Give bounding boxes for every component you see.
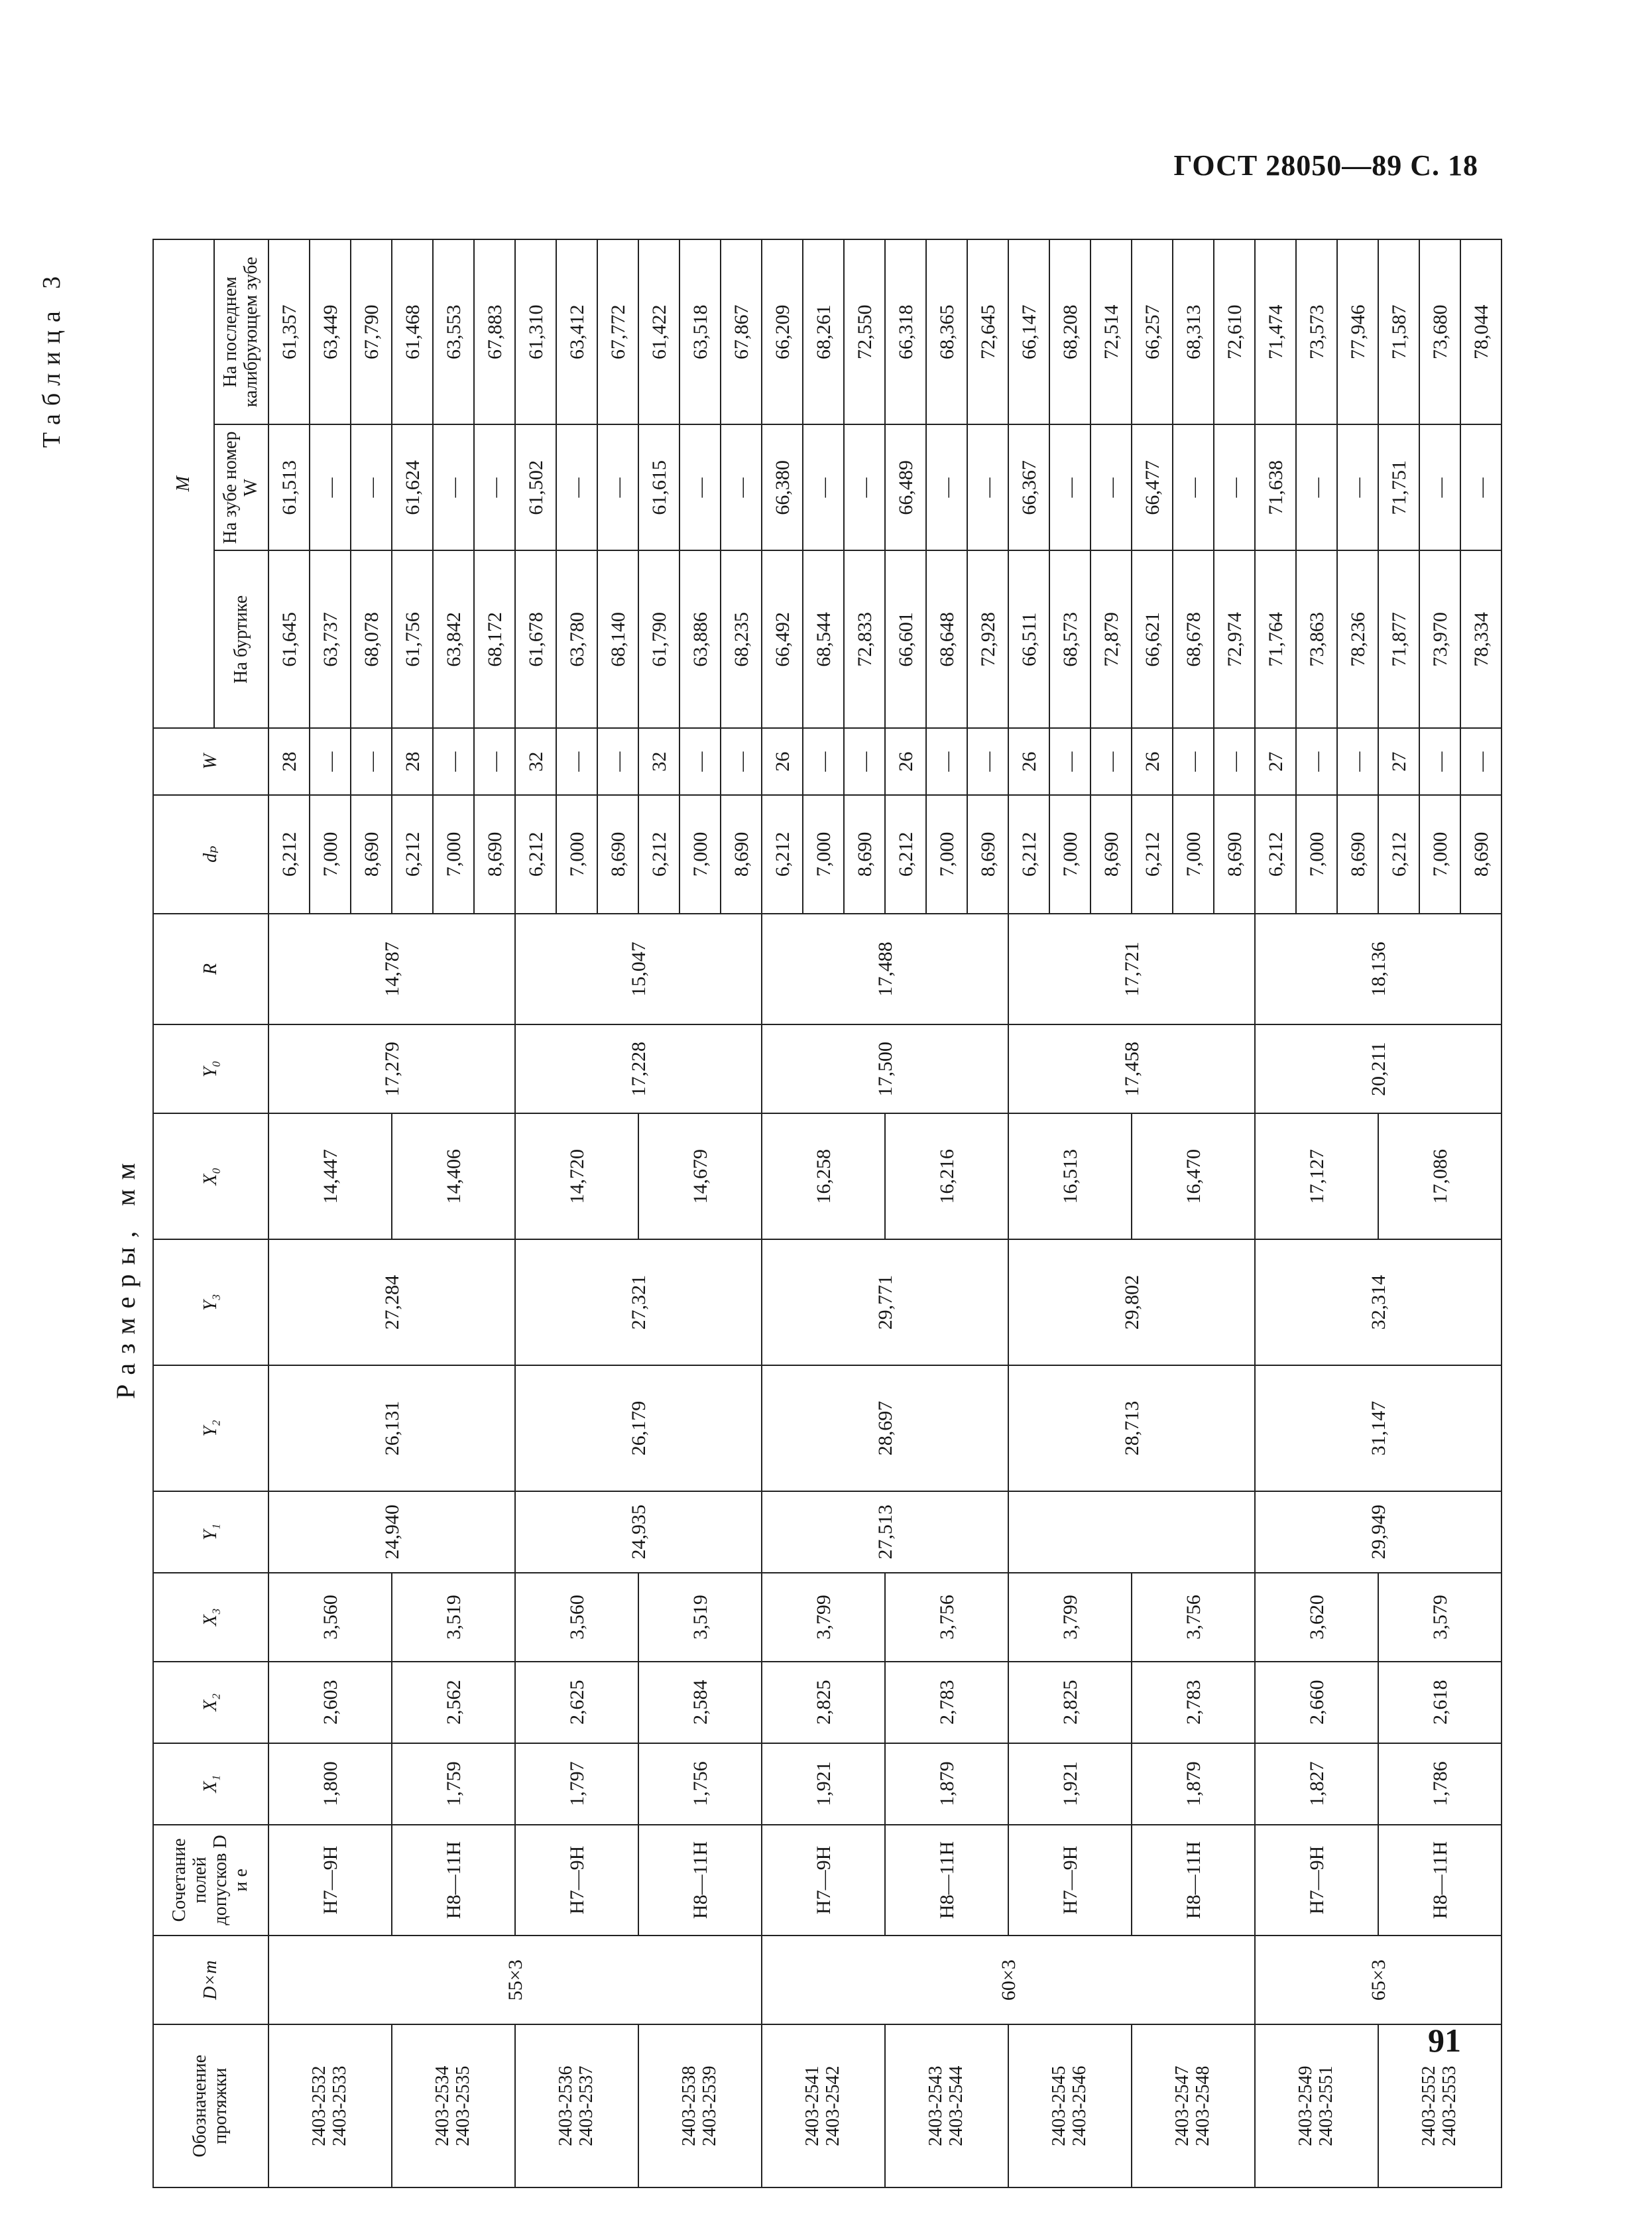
cell-designation: 2403-2536 2403-2537	[515, 2024, 638, 2187]
cell-m-last-tooth: 72,550	[844, 239, 885, 424]
table-label: Таблица 3	[38, 268, 66, 448]
cell-y0: 17,279	[268, 1024, 515, 1113]
cell-x0: 14,720	[515, 1113, 638, 1239]
cell-m-last-tooth: 67,790	[351, 239, 392, 424]
cell-designation: 2403-2538 2403-2539	[638, 2024, 762, 2187]
cell-x2: 2,660	[1255, 1662, 1378, 1743]
cell-w: —	[721, 728, 762, 795]
cell-x1: 1,786	[1378, 1743, 1502, 1825]
cell-m-tooth-w: —	[679, 424, 721, 550]
cell-m-last-tooth: 61,310	[515, 239, 556, 424]
cell-dp: 8,690	[844, 795, 885, 914]
cell-m-collar: 68,078	[351, 550, 392, 728]
cell-tolerance: H7—9H	[762, 1825, 885, 1936]
table-row	[515, 239, 556, 2187]
cell-y2: 28,713	[1008, 1365, 1255, 1491]
cell-x1: 1,921	[1008, 1743, 1132, 1825]
cell-x3: 3,799	[762, 1573, 885, 1662]
cell-m-last-tooth: 77,946	[1337, 239, 1378, 424]
table-row	[638, 239, 679, 2187]
cell-w: —	[967, 728, 1008, 795]
cell-m-last-tooth: 61,357	[268, 239, 310, 424]
cell-w: —	[1049, 728, 1091, 795]
cell-m-collar: 72,833	[844, 550, 885, 728]
cell-w: —	[474, 728, 515, 795]
col-y3: Y₃	[153, 1239, 268, 1365]
cell-w: —	[597, 728, 638, 795]
cell-m-tooth-w: —	[556, 424, 597, 550]
cell-x1: 1,759	[392, 1743, 515, 1825]
cell-x1: 1,797	[515, 1743, 638, 1825]
cell-m-collar: 61,790	[638, 550, 679, 728]
table-row	[762, 239, 803, 2187]
cell-y3: 29,802	[1008, 1239, 1255, 1365]
cell-x3: 3,579	[1378, 1573, 1502, 1662]
cell-w: —	[844, 728, 885, 795]
cell-dp: 7,000	[310, 795, 351, 914]
cell-y2: 26,131	[268, 1365, 515, 1491]
cell-x3: 3,756	[1132, 1573, 1255, 1662]
cell-dp: 6,212	[268, 795, 310, 914]
cell-m-tooth-w: —	[474, 424, 515, 550]
cell-x3: 3,799	[1008, 1573, 1132, 1662]
col-m-tooth-w: На зубе номер W	[214, 424, 268, 550]
cell-x3: 3,519	[638, 1573, 762, 1662]
col-dp: dₚ	[153, 795, 268, 914]
cell-dp: 7,000	[556, 795, 597, 914]
cell-m-tooth-w: —	[803, 424, 844, 550]
cell-w: 26	[885, 728, 926, 795]
cell-dp: 7,000	[1296, 795, 1337, 914]
cell-m-last-tooth: 66,147	[1008, 239, 1049, 424]
cell-w: —	[926, 728, 967, 795]
cell-m-last-tooth: 71,587	[1378, 239, 1419, 424]
cell-y2: 26,179	[515, 1365, 762, 1491]
cell-m-collar: 63,886	[679, 550, 721, 728]
cell-dp: 7,000	[926, 795, 967, 914]
cell-y1	[1008, 1491, 1255, 1573]
cell-dp: 6,212	[1008, 795, 1049, 914]
cell-m-collar: 68,648	[926, 550, 967, 728]
cell-x3: 3,519	[392, 1573, 515, 1662]
cell-m-tooth-w: —	[967, 424, 1008, 550]
cell-w: —	[556, 728, 597, 795]
cell-w: 27	[1378, 728, 1419, 795]
table-body	[268, 239, 1502, 2187]
table-row	[1008, 239, 1049, 2187]
cell-m-tooth-w: 66,477	[1132, 424, 1173, 550]
table-row	[392, 239, 433, 2187]
cell-m-tooth-w: 71,638	[1255, 424, 1296, 550]
cell-x2: 2,625	[515, 1662, 638, 1743]
cell-m-collar: 66,621	[1132, 550, 1173, 728]
cell-x1: 1,827	[1255, 1743, 1378, 1825]
cell-x2: 2,603	[268, 1662, 392, 1743]
cell-m-last-tooth: 71,474	[1255, 239, 1296, 424]
col-w: W	[153, 728, 268, 795]
cell-m-last-tooth: 63,553	[433, 239, 474, 424]
cell-x2: 2,618	[1378, 1662, 1502, 1743]
col-y2: Y₂	[153, 1365, 268, 1491]
cell-designation: 2403-2547 2403-2548	[1132, 2024, 1255, 2187]
cell-m-last-tooth: 66,209	[762, 239, 803, 424]
cell-y0: 20,211	[1255, 1024, 1502, 1113]
cell-y1: 24,935	[515, 1491, 762, 1573]
cell-m-last-tooth: 73,680	[1419, 239, 1460, 424]
cell-w: —	[1460, 728, 1502, 795]
cell-x0: 14,406	[392, 1113, 515, 1239]
cell-m-last-tooth: 67,883	[474, 239, 515, 424]
cell-y2: 28,697	[762, 1365, 1008, 1491]
table-row	[885, 239, 926, 2187]
cell-dp: 6,212	[1255, 795, 1296, 914]
cell-m-tooth-w: —	[1460, 424, 1502, 550]
cell-w: —	[803, 728, 844, 795]
cell-x1: 1,921	[762, 1743, 885, 1825]
cell-m-collar: 68,573	[1049, 550, 1091, 728]
cell-w: 32	[638, 728, 679, 795]
cell-m-tooth-w: —	[310, 424, 351, 550]
cell-dp: 6,212	[885, 795, 926, 914]
cell-m-collar: 63,737	[310, 550, 351, 728]
cell-m-collar: 61,678	[515, 550, 556, 728]
cell-r: 15,047	[515, 914, 762, 1025]
cell-r: 14,787	[268, 914, 515, 1025]
cell-dp: 8,690	[474, 795, 515, 914]
cell-x1: 1,879	[1132, 1743, 1255, 1825]
cell-w: —	[351, 728, 392, 795]
cell-dp: 6,212	[762, 795, 803, 914]
cell-designation: 2403-2552 2403-2553	[1378, 2024, 1502, 2187]
cell-m-last-tooth: 61,468	[392, 239, 433, 424]
cell-w: 27	[1255, 728, 1296, 795]
cell-dp: 7,000	[1049, 795, 1091, 914]
cell-m-last-tooth: 66,318	[885, 239, 926, 424]
col-x3: X₃	[153, 1573, 268, 1662]
cell-tolerance: H8—11H	[1378, 1825, 1502, 1936]
cell-tolerance: H8—11H	[392, 1825, 515, 1936]
cell-x3: 3,756	[885, 1573, 1008, 1662]
table-row	[268, 239, 310, 2187]
cell-w: —	[1337, 728, 1378, 795]
cell-m-collar: 73,970	[1419, 550, 1460, 728]
col-x2: X₂	[153, 1662, 268, 1743]
cell-m-tooth-w: 61,615	[638, 424, 679, 550]
cell-y0: 17,228	[515, 1024, 762, 1113]
cell-dp: 8,690	[1214, 795, 1255, 914]
cell-dp: 8,690	[721, 795, 762, 914]
col-x1: X₁	[153, 1743, 268, 1825]
cell-tolerance: H8—11H	[638, 1825, 762, 1936]
col-designation: Обозначение протяжки	[153, 2024, 268, 2187]
cell-m-tooth-w: 66,367	[1008, 424, 1049, 550]
cell-w: —	[1419, 728, 1460, 795]
cell-m-last-tooth: 67,867	[721, 239, 762, 424]
cell-m-tooth-w: —	[351, 424, 392, 550]
cell-dp: 7,000	[679, 795, 721, 914]
cell-y3: 32,314	[1255, 1239, 1502, 1365]
cell-m-tooth-w: 66,380	[762, 424, 803, 550]
cell-m-collar: 71,764	[1255, 550, 1296, 728]
col-m-last-tooth: На последнем калибрующем зубе	[214, 239, 268, 424]
cell-y2: 31,147	[1255, 1365, 1502, 1491]
col-m-group: M	[153, 239, 214, 728]
cell-w: —	[1214, 728, 1255, 795]
cell-m-collar: 68,678	[1173, 550, 1214, 728]
dimensions-caption: Размеры, мм	[111, 1154, 141, 1399]
cell-m-tooth-w: 61,513	[268, 424, 310, 550]
cell-m-collar: 63,780	[556, 550, 597, 728]
cell-m-tooth-w: —	[597, 424, 638, 550]
cell-m-tooth-w: —	[1337, 424, 1378, 550]
cell-w: 26	[762, 728, 803, 795]
cell-y3: 27,284	[268, 1239, 515, 1365]
cell-m-collar: 78,334	[1460, 550, 1502, 728]
cell-r: 18,136	[1255, 914, 1502, 1025]
cell-dp: 8,690	[351, 795, 392, 914]
cell-y1: 29,949	[1255, 1491, 1502, 1573]
cell-m-last-tooth: 63,518	[679, 239, 721, 424]
col-r: R	[153, 914, 268, 1025]
cell-m-tooth-w: —	[844, 424, 885, 550]
cell-x0: 16,216	[885, 1113, 1008, 1239]
cell-x0: 14,447	[268, 1113, 392, 1239]
cell-m-collar: 72,928	[967, 550, 1008, 728]
cell-x2: 2,825	[762, 1662, 885, 1743]
cell-x3: 3,560	[515, 1573, 638, 1662]
rotated-table-container	[99, 239, 1492, 2188]
cell-x2: 2,562	[392, 1662, 515, 1743]
cell-dp: 6,212	[515, 795, 556, 914]
col-tolerance: Сочетание полей допусков D и e	[153, 1825, 268, 1936]
cell-m-collar: 63,842	[433, 550, 474, 728]
cell-x1: 1,800	[268, 1743, 392, 1825]
cell-dp: 7,000	[1173, 795, 1214, 914]
table-row	[1255, 239, 1296, 2187]
col-y1: Y₁	[153, 1491, 268, 1573]
cell-dp: 7,000	[803, 795, 844, 914]
cell-x3: 3,560	[268, 1573, 392, 1662]
cell-r: 17,488	[762, 914, 1008, 1025]
cell-tolerance: H7—9H	[515, 1825, 638, 1936]
cell-m-tooth-w: —	[1173, 424, 1214, 550]
cell-dp: 6,212	[638, 795, 679, 914]
cell-m-last-tooth: 63,449	[310, 239, 351, 424]
cell-dp: 8,690	[967, 795, 1008, 914]
cell-m-last-tooth: 61,422	[638, 239, 679, 424]
cell-m-collar: 78,236	[1337, 550, 1378, 728]
cell-y1: 24,940	[268, 1491, 515, 1573]
cell-m-tooth-w: —	[1296, 424, 1337, 550]
cell-m-collar: 66,511	[1008, 550, 1049, 728]
cell-m-last-tooth: 72,610	[1214, 239, 1255, 424]
table-row	[1132, 239, 1173, 2187]
cell-designation: 2403-2545 2403-2546	[1008, 2024, 1132, 2187]
cell-tolerance: H7—9H	[1008, 1825, 1132, 1936]
cell-w: 32	[515, 728, 556, 795]
document-header: ГОСТ 28050—89 С. 18	[1173, 149, 1478, 182]
cell-designation: 2403-2543 2403-2544	[885, 2024, 1008, 2187]
cell-m-last-tooth: 68,365	[926, 239, 967, 424]
cell-w: —	[433, 728, 474, 795]
cell-dp: 8,690	[1460, 795, 1502, 914]
cell-m-last-tooth: 66,257	[1132, 239, 1173, 424]
col-dxm: D×m	[153, 1936, 268, 2024]
cell-m-tooth-w: 71,751	[1378, 424, 1419, 550]
cell-m-tooth-w: —	[1049, 424, 1091, 550]
cell-x2: 2,825	[1008, 1662, 1132, 1743]
dimensions-table	[99, 239, 1502, 2188]
cell-y3: 27,321	[515, 1239, 762, 1365]
page-number: 91	[1428, 2022, 1461, 2059]
cell-tolerance: H8—11H	[1132, 1825, 1255, 1936]
cell-dp: 7,000	[1419, 795, 1460, 914]
cell-m-tooth-w: —	[1419, 424, 1460, 550]
cell-dp: 8,690	[1091, 795, 1132, 914]
cell-w: —	[679, 728, 721, 795]
cell-m-tooth-w: 61,502	[515, 424, 556, 550]
cell-m-tooth-w: 61,624	[392, 424, 433, 550]
cell-m-collar: 71,877	[1378, 550, 1419, 728]
cell-x2: 2,783	[885, 1662, 1008, 1743]
cell-m-collar: 66,601	[885, 550, 926, 728]
cell-y0: 17,500	[762, 1024, 1008, 1113]
cell-m-collar: 61,645	[268, 550, 310, 728]
cell-tolerance: H7—9H	[1255, 1825, 1378, 1936]
cell-m-collar: 68,172	[474, 550, 515, 728]
cell-m-tooth-w: —	[433, 424, 474, 550]
cell-m-tooth-w: 66,489	[885, 424, 926, 550]
cell-dp: 6,212	[1132, 795, 1173, 914]
table-row	[1378, 239, 1419, 2187]
cell-w: —	[1091, 728, 1132, 795]
cell-x1: 1,879	[885, 1743, 1008, 1825]
cell-dp: 8,690	[1337, 795, 1378, 914]
cell-tolerance: H8—11H	[885, 1825, 1008, 1936]
cell-dp: 8,690	[597, 795, 638, 914]
cell-w: —	[310, 728, 351, 795]
cell-x1: 1,756	[638, 1743, 762, 1825]
cell-dxm: 55×3	[268, 1936, 762, 2024]
cell-dxm: 60×3	[762, 1936, 1255, 2024]
cell-x2: 2,783	[1132, 1662, 1255, 1743]
cell-designation: 2403-2549 2403-2551	[1255, 2024, 1378, 2187]
cell-m-last-tooth: 63,412	[556, 239, 597, 424]
cell-y1: 27,513	[762, 1491, 1008, 1573]
cell-w: —	[1296, 728, 1337, 795]
cell-y0: 17,458	[1008, 1024, 1255, 1113]
cell-m-last-tooth: 72,514	[1091, 239, 1132, 424]
cell-w: —	[1173, 728, 1214, 795]
cell-x0: 16,513	[1008, 1113, 1132, 1239]
cell-designation: 2403-2532 2403-2533	[268, 2024, 392, 2187]
cell-w: 28	[268, 728, 310, 795]
cell-dxm: 65×3	[1255, 1936, 1502, 2024]
cell-x0: 17,086	[1378, 1113, 1502, 1239]
cell-m-last-tooth: 72,645	[967, 239, 1008, 424]
cell-dp: 6,212	[1378, 795, 1419, 914]
cell-w: 26	[1132, 728, 1173, 795]
cell-m-collar: 72,974	[1214, 550, 1255, 728]
cell-y3: 29,771	[762, 1239, 1008, 1365]
cell-m-collar: 72,879	[1091, 550, 1132, 728]
cell-x3: 3,620	[1255, 1573, 1378, 1662]
cell-x0: 17,127	[1255, 1113, 1378, 1239]
cell-designation: 2403-2541 2403-2542	[762, 2024, 885, 2187]
cell-m-last-tooth: 68,313	[1173, 239, 1214, 424]
cell-m-last-tooth: 68,261	[803, 239, 844, 424]
cell-m-collar: 68,544	[803, 550, 844, 728]
cell-w: 28	[392, 728, 433, 795]
col-y0: Y₀	[153, 1024, 268, 1113]
cell-designation: 2403-2534 2403-2535	[392, 2024, 515, 2187]
cell-x0: 16,470	[1132, 1113, 1255, 1239]
cell-m-last-tooth: 67,772	[597, 239, 638, 424]
cell-m-collar: 68,140	[597, 550, 638, 728]
cell-tolerance: H7—9H	[268, 1825, 392, 1936]
col-m-collar: На буртике	[214, 550, 268, 728]
cell-w: 26	[1008, 728, 1049, 795]
cell-r: 17,721	[1008, 914, 1255, 1025]
cell-m-tooth-w: —	[721, 424, 762, 550]
cell-m-tooth-w: —	[1091, 424, 1132, 550]
cell-m-collar: 68,235	[721, 550, 762, 728]
cell-m-last-tooth: 68,208	[1049, 239, 1091, 424]
cell-dp: 7,000	[433, 795, 474, 914]
cell-m-last-tooth: 78,044	[1460, 239, 1502, 424]
cell-m-tooth-w: —	[1214, 424, 1255, 550]
cell-m-last-tooth: 73,573	[1296, 239, 1337, 424]
cell-m-collar: 66,492	[762, 550, 803, 728]
cell-m-collar: 73,863	[1296, 550, 1337, 728]
col-x0: X₀	[153, 1113, 268, 1239]
cell-m-tooth-w: —	[926, 424, 967, 550]
cell-dp: 6,212	[392, 795, 433, 914]
cell-x0: 16,258	[762, 1113, 885, 1239]
cell-x0: 14,679	[638, 1113, 762, 1239]
cell-x2: 2,584	[638, 1662, 762, 1743]
cell-m-collar: 61,756	[392, 550, 433, 728]
